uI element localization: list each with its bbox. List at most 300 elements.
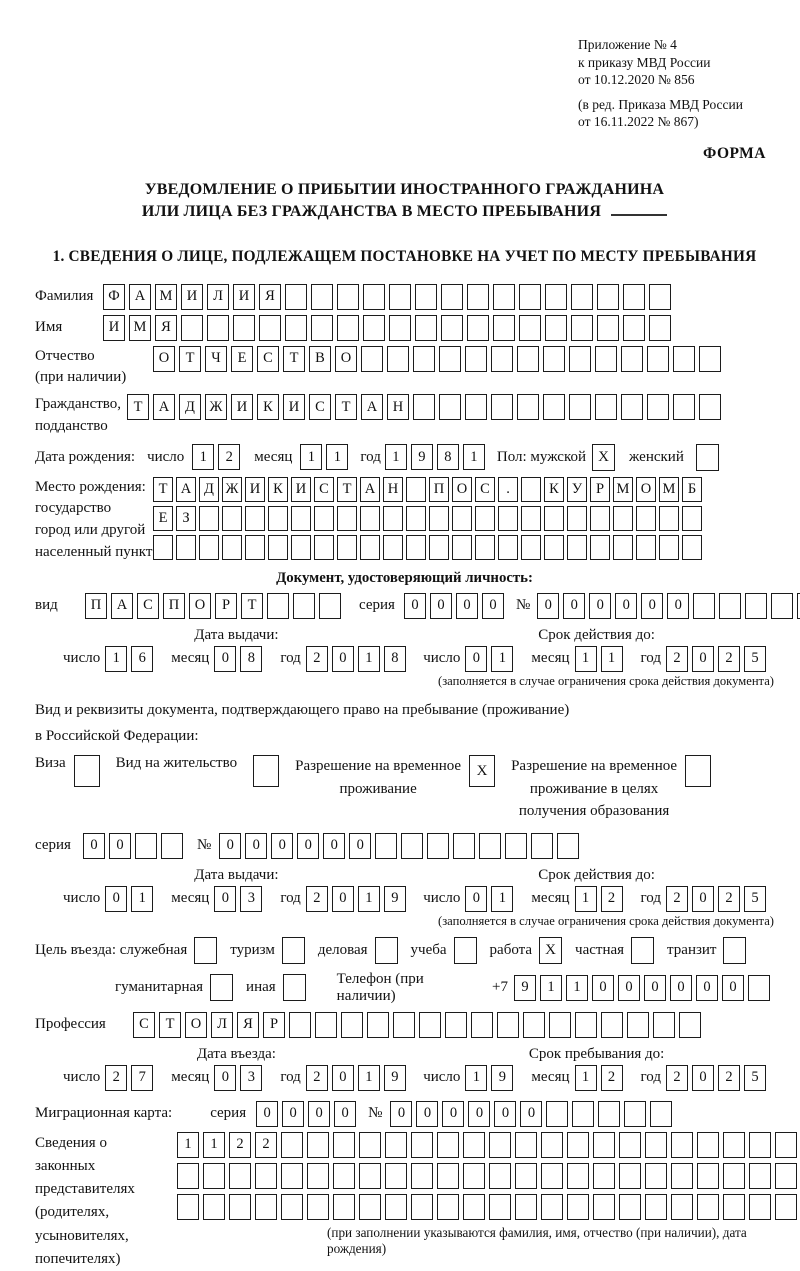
form-cell[interactable]: [531, 833, 553, 859]
form-cell[interactable]: 5: [744, 886, 766, 912]
form-cell[interactable]: М: [155, 284, 177, 310]
form-cell[interactable]: [719, 593, 741, 619]
form-cell[interactable]: [636, 506, 656, 531]
form-cell[interactable]: [289, 1012, 311, 1038]
form-cell[interactable]: [645, 1163, 667, 1189]
form-cell[interactable]: [445, 1012, 467, 1038]
form-cell[interactable]: [519, 315, 541, 341]
form-cell[interactable]: [359, 1194, 381, 1220]
form-cell[interactable]: Р: [263, 1012, 285, 1038]
form-cell[interactable]: Л: [211, 1012, 233, 1038]
form-cell[interactable]: [649, 284, 671, 310]
form-cell[interactable]: М: [129, 315, 151, 341]
form-cell[interactable]: [613, 506, 633, 531]
form-cell[interactable]: [439, 394, 461, 420]
form-cell[interactable]: [671, 1132, 693, 1158]
form-cell[interactable]: [222, 506, 242, 531]
purpose-transit-checkbox[interactable]: [723, 937, 746, 964]
form-cell[interactable]: [268, 506, 288, 531]
form-cell[interactable]: [546, 1101, 568, 1127]
form-cell[interactable]: 0: [245, 833, 267, 859]
form-cell[interactable]: [360, 535, 380, 560]
form-cell[interactable]: [775, 1132, 797, 1158]
form-cell[interactable]: [359, 1163, 381, 1189]
form-cell[interactable]: [699, 394, 721, 420]
form-cell[interactable]: Я: [237, 1012, 259, 1038]
form-cell[interactable]: [267, 593, 289, 619]
form-cell[interactable]: [613, 535, 633, 560]
form-cell[interactable]: [679, 1012, 701, 1038]
form-cell[interactable]: П: [85, 593, 107, 619]
form-cell[interactable]: [544, 506, 564, 531]
form-cell[interactable]: 1: [575, 886, 597, 912]
form-cell[interactable]: 0: [332, 1065, 354, 1091]
form-cell[interactable]: 2: [601, 886, 623, 912]
form-cell[interactable]: 0: [271, 833, 293, 859]
form-cell[interactable]: Т: [179, 346, 201, 372]
form-cell[interactable]: [623, 284, 645, 310]
form-cell[interactable]: О: [335, 346, 357, 372]
form-cell[interactable]: [595, 394, 617, 420]
form-cell[interactable]: [314, 535, 334, 560]
form-cell[interactable]: [203, 1163, 225, 1189]
form-cell[interactable]: [285, 315, 307, 341]
form-cell[interactable]: [645, 1194, 667, 1220]
form-cell[interactable]: А: [153, 394, 175, 420]
form-cell[interactable]: [307, 1132, 329, 1158]
form-cell[interactable]: [541, 1194, 563, 1220]
form-cell[interactable]: [748, 975, 770, 1001]
form-cell[interactable]: [521, 506, 541, 531]
form-cell[interactable]: 9: [491, 1065, 513, 1091]
form-cell[interactable]: О: [636, 477, 656, 502]
form-cell[interactable]: 1: [575, 646, 597, 672]
form-cell[interactable]: [647, 346, 669, 372]
form-cell[interactable]: [419, 1012, 441, 1038]
form-cell[interactable]: .: [498, 477, 518, 502]
form-cell[interactable]: 1: [566, 975, 588, 1001]
form-cell[interactable]: [697, 1194, 719, 1220]
form-cell[interactable]: [567, 1132, 589, 1158]
form-cell[interactable]: [671, 1163, 693, 1189]
form-cell[interactable]: 0: [308, 1101, 330, 1127]
form-cell[interactable]: 1: [491, 886, 513, 912]
form-cell[interactable]: [467, 315, 489, 341]
form-cell[interactable]: [337, 535, 357, 560]
form-cell[interactable]: А: [129, 284, 151, 310]
form-cell[interactable]: [203, 1194, 225, 1220]
form-cell[interactable]: М: [613, 477, 633, 502]
form-cell[interactable]: 1: [326, 444, 348, 470]
form-cell[interactable]: [593, 1194, 615, 1220]
form-cell[interactable]: [255, 1163, 277, 1189]
form-cell[interactable]: [627, 1012, 649, 1038]
form-cell[interactable]: 0: [667, 593, 689, 619]
form-cell[interactable]: [598, 1101, 620, 1127]
form-cell[interactable]: 0: [282, 1101, 304, 1127]
form-cell[interactable]: [723, 1163, 745, 1189]
residence-permit-checkbox[interactable]: [253, 755, 279, 787]
form-cell[interactable]: [521, 477, 541, 502]
form-cell[interactable]: С: [314, 477, 334, 502]
form-cell[interactable]: 0: [323, 833, 345, 859]
form-cell[interactable]: И: [283, 394, 305, 420]
form-cell[interactable]: [291, 535, 311, 560]
form-cell[interactable]: Я: [155, 315, 177, 341]
form-cell[interactable]: Р: [590, 477, 610, 502]
purpose-official-checkbox[interactable]: [194, 937, 217, 964]
form-cell[interactable]: [245, 506, 265, 531]
form-cell[interactable]: 8: [240, 646, 262, 672]
form-cell[interactable]: М: [659, 477, 679, 502]
form-cell[interactable]: [543, 346, 565, 372]
form-cell[interactable]: 1: [385, 444, 407, 470]
purpose-other-checkbox[interactable]: [283, 974, 306, 1001]
form-cell[interactable]: 0: [349, 833, 371, 859]
form-cell[interactable]: [489, 1132, 511, 1158]
form-cell[interactable]: 6: [131, 646, 153, 672]
form-cell[interactable]: [745, 593, 767, 619]
form-cell[interactable]: [411, 1194, 433, 1220]
form-cell[interactable]: [222, 535, 242, 560]
form-cell[interactable]: [281, 1194, 303, 1220]
form-cell[interactable]: [429, 535, 449, 560]
form-cell[interactable]: [597, 284, 619, 310]
form-cell[interactable]: 2: [718, 1065, 740, 1091]
form-cell[interactable]: [463, 1132, 485, 1158]
form-cell[interactable]: 0: [404, 593, 426, 619]
form-cell[interactable]: [467, 284, 489, 310]
purpose-work-checkbox[interactable]: X: [539, 937, 562, 964]
form-cell[interactable]: [771, 593, 793, 619]
form-cell[interactable]: [177, 1163, 199, 1189]
form-cell[interactable]: [693, 593, 715, 619]
form-cell[interactable]: [541, 1163, 563, 1189]
form-cell[interactable]: [307, 1194, 329, 1220]
form-cell[interactable]: [623, 315, 645, 341]
form-cell[interactable]: [659, 506, 679, 531]
form-cell[interactable]: 0: [297, 833, 319, 859]
edu-residence-permit-checkbox[interactable]: [685, 755, 711, 787]
form-cell[interactable]: С: [309, 394, 331, 420]
form-cell[interactable]: [636, 535, 656, 560]
form-cell[interactable]: И: [291, 477, 311, 502]
form-cell[interactable]: [393, 1012, 415, 1038]
form-cell[interactable]: [571, 315, 593, 341]
form-cell[interactable]: [465, 346, 487, 372]
form-cell[interactable]: [521, 535, 541, 560]
form-cell[interactable]: 0: [494, 1101, 516, 1127]
form-cell[interactable]: [749, 1194, 771, 1220]
form-cell[interactable]: [161, 833, 183, 859]
form-cell[interactable]: 1: [463, 444, 485, 470]
purpose-tourism-checkbox[interactable]: [282, 937, 305, 964]
form-cell[interactable]: П: [163, 593, 185, 619]
form-cell[interactable]: 0: [456, 593, 478, 619]
form-cell[interactable]: [682, 506, 702, 531]
form-cell[interactable]: 1: [105, 646, 127, 672]
form-cell[interactable]: О: [452, 477, 472, 502]
form-cell[interactable]: Т: [335, 394, 357, 420]
form-cell[interactable]: И: [231, 394, 253, 420]
form-cell[interactable]: [515, 1163, 537, 1189]
form-cell[interactable]: 0: [214, 646, 236, 672]
form-cell[interactable]: 8: [437, 444, 459, 470]
form-cell[interactable]: [177, 1194, 199, 1220]
form-cell[interactable]: К: [544, 477, 564, 502]
form-cell[interactable]: [229, 1194, 251, 1220]
form-cell[interactable]: 1: [300, 444, 322, 470]
form-cell[interactable]: 9: [384, 1065, 406, 1091]
form-cell[interactable]: 0: [692, 646, 714, 672]
form-cell[interactable]: 5: [744, 1065, 766, 1091]
form-cell[interactable]: 1: [192, 444, 214, 470]
form-cell[interactable]: [311, 315, 333, 341]
form-cell[interactable]: [401, 833, 423, 859]
form-cell[interactable]: 3: [240, 886, 262, 912]
form-cell[interactable]: [493, 284, 515, 310]
form-cell[interactable]: А: [111, 593, 133, 619]
form-cell[interactable]: [360, 506, 380, 531]
form-cell[interactable]: [383, 535, 403, 560]
form-cell[interactable]: [557, 833, 579, 859]
form-cell[interactable]: С: [137, 593, 159, 619]
form-cell[interactable]: Т: [283, 346, 305, 372]
form-cell[interactable]: 0: [722, 975, 744, 1001]
form-cell[interactable]: 1: [575, 1065, 597, 1091]
form-cell[interactable]: Н: [383, 477, 403, 502]
form-cell[interactable]: 0: [109, 833, 131, 859]
form-cell[interactable]: 1: [540, 975, 562, 1001]
form-cell[interactable]: [337, 315, 359, 341]
form-cell[interactable]: [465, 394, 487, 420]
form-cell[interactable]: [471, 1012, 493, 1038]
form-cell[interactable]: Е: [153, 506, 173, 531]
form-cell[interactable]: А: [176, 477, 196, 502]
form-cell[interactable]: К: [257, 394, 279, 420]
form-cell[interactable]: [682, 535, 702, 560]
form-cell[interactable]: О: [185, 1012, 207, 1038]
form-cell[interactable]: [775, 1163, 797, 1189]
form-cell[interactable]: [489, 1163, 511, 1189]
form-cell[interactable]: [285, 284, 307, 310]
form-cell[interactable]: [498, 535, 518, 560]
form-cell[interactable]: [549, 1012, 571, 1038]
form-cell[interactable]: [645, 1132, 667, 1158]
form-cell[interactable]: Ч: [205, 346, 227, 372]
form-cell[interactable]: Л: [207, 284, 229, 310]
form-cell[interactable]: [479, 833, 501, 859]
form-cell[interactable]: [359, 1132, 381, 1158]
form-cell[interactable]: 1: [177, 1132, 199, 1158]
form-cell[interactable]: [597, 315, 619, 341]
form-cell[interactable]: 0: [334, 1101, 356, 1127]
form-cell[interactable]: [255, 1194, 277, 1220]
form-cell[interactable]: [439, 346, 461, 372]
form-cell[interactable]: 0: [416, 1101, 438, 1127]
form-cell[interactable]: 9: [514, 975, 536, 1001]
form-cell[interactable]: 0: [465, 886, 487, 912]
form-cell[interactable]: [571, 284, 593, 310]
form-cell[interactable]: 1: [358, 886, 380, 912]
form-cell[interactable]: [367, 1012, 389, 1038]
form-cell[interactable]: Р: [215, 593, 237, 619]
form-cell[interactable]: 1: [491, 646, 513, 672]
form-cell[interactable]: [593, 1163, 615, 1189]
form-cell[interactable]: [281, 1132, 303, 1158]
form-cell[interactable]: И: [103, 315, 125, 341]
form-cell[interactable]: [181, 315, 203, 341]
form-cell[interactable]: 1: [358, 1065, 380, 1091]
form-cell[interactable]: [389, 315, 411, 341]
form-cell[interactable]: 2: [105, 1065, 127, 1091]
form-cell[interactable]: [268, 535, 288, 560]
form-cell[interactable]: [567, 535, 587, 560]
form-cell[interactable]: [569, 394, 591, 420]
form-cell[interactable]: [411, 1163, 433, 1189]
form-cell[interactable]: [337, 506, 357, 531]
form-cell[interactable]: С: [475, 477, 495, 502]
form-cell[interactable]: Д: [179, 394, 201, 420]
form-cell[interactable]: О: [153, 346, 175, 372]
form-cell[interactable]: [387, 346, 409, 372]
form-cell[interactable]: [671, 1194, 693, 1220]
form-cell[interactable]: [361, 346, 383, 372]
form-cell[interactable]: Б: [682, 477, 702, 502]
form-cell[interactable]: 0: [430, 593, 452, 619]
form-cell[interactable]: [697, 1132, 719, 1158]
form-cell[interactable]: [319, 593, 341, 619]
form-cell[interactable]: [497, 1012, 519, 1038]
form-cell[interactable]: [493, 315, 515, 341]
form-cell[interactable]: В: [309, 346, 331, 372]
form-cell[interactable]: [545, 315, 567, 341]
form-cell[interactable]: Ф: [103, 284, 125, 310]
form-cell[interactable]: [590, 535, 610, 560]
form-cell[interactable]: [233, 315, 255, 341]
form-cell[interactable]: [389, 284, 411, 310]
form-cell[interactable]: Я: [259, 284, 281, 310]
form-cell[interactable]: 0: [696, 975, 718, 1001]
form-cell[interactable]: [153, 535, 173, 560]
form-cell[interactable]: 2: [666, 886, 688, 912]
form-cell[interactable]: [176, 535, 196, 560]
form-cell[interactable]: [333, 1163, 355, 1189]
temp-residence-permit-checkbox[interactable]: X: [469, 755, 495, 787]
form-cell[interactable]: [463, 1194, 485, 1220]
form-cell[interactable]: [621, 394, 643, 420]
form-cell[interactable]: 0: [563, 593, 585, 619]
form-cell[interactable]: У: [567, 477, 587, 502]
form-cell[interactable]: И: [245, 477, 265, 502]
form-cell[interactable]: 2: [718, 886, 740, 912]
form-cell[interactable]: 0: [615, 593, 637, 619]
form-cell[interactable]: [311, 284, 333, 310]
form-cell[interactable]: С: [257, 346, 279, 372]
form-cell[interactable]: [281, 1163, 303, 1189]
form-cell[interactable]: [429, 506, 449, 531]
form-cell[interactable]: [519, 284, 541, 310]
form-cell[interactable]: [453, 833, 475, 859]
form-cell[interactable]: [315, 1012, 337, 1038]
form-cell[interactable]: Д: [199, 477, 219, 502]
form-cell[interactable]: 0: [589, 593, 611, 619]
form-cell[interactable]: [437, 1194, 459, 1220]
form-cell[interactable]: 0: [482, 593, 504, 619]
sex-female-checkbox[interactable]: [696, 444, 719, 471]
form-cell[interactable]: [572, 1101, 594, 1127]
form-cell[interactable]: [229, 1163, 251, 1189]
form-cell[interactable]: [307, 1163, 329, 1189]
form-cell[interactable]: [314, 506, 334, 531]
form-cell[interactable]: [437, 1163, 459, 1189]
form-cell[interactable]: [567, 1163, 589, 1189]
form-cell[interactable]: [775, 1194, 797, 1220]
form-cell[interactable]: Ж: [222, 477, 242, 502]
form-cell[interactable]: К: [268, 477, 288, 502]
form-cell[interactable]: 0: [214, 1065, 236, 1091]
form-cell[interactable]: [259, 315, 281, 341]
form-cell[interactable]: Т: [159, 1012, 181, 1038]
form-cell[interactable]: [199, 535, 219, 560]
form-cell[interactable]: [619, 1132, 641, 1158]
form-cell[interactable]: И: [181, 284, 203, 310]
form-cell[interactable]: [413, 394, 435, 420]
visa-checkbox[interactable]: [74, 755, 100, 787]
form-cell[interactable]: 3: [240, 1065, 262, 1091]
form-cell[interactable]: [567, 1194, 589, 1220]
form-cell[interactable]: [363, 315, 385, 341]
form-cell[interactable]: [621, 346, 643, 372]
form-cell[interactable]: [375, 833, 397, 859]
form-cell[interactable]: 7: [131, 1065, 153, 1091]
form-cell[interactable]: [489, 1194, 511, 1220]
form-cell[interactable]: [406, 477, 426, 502]
form-cell[interactable]: [659, 535, 679, 560]
form-cell[interactable]: С: [133, 1012, 155, 1038]
form-cell[interactable]: 0: [332, 886, 354, 912]
form-cell[interactable]: 2: [218, 444, 240, 470]
sex-male-checkbox[interactable]: X: [592, 444, 615, 471]
form-cell[interactable]: 0: [442, 1101, 464, 1127]
form-cell[interactable]: [475, 506, 495, 531]
purpose-humanitarian-checkbox[interactable]: [210, 974, 233, 1001]
form-cell[interactable]: [517, 394, 539, 420]
form-cell[interactable]: [567, 506, 587, 531]
form-cell[interactable]: 0: [83, 833, 105, 859]
form-cell[interactable]: 0: [105, 886, 127, 912]
form-cell[interactable]: 0: [644, 975, 666, 1001]
form-cell[interactable]: [245, 535, 265, 560]
form-cell[interactable]: [406, 506, 426, 531]
form-cell[interactable]: П: [429, 477, 449, 502]
form-cell[interactable]: 9: [411, 444, 433, 470]
form-cell[interactable]: [293, 593, 315, 619]
form-cell[interactable]: А: [360, 477, 380, 502]
form-cell[interactable]: 0: [219, 833, 241, 859]
form-cell[interactable]: 0: [256, 1101, 278, 1127]
form-cell[interactable]: [541, 1132, 563, 1158]
form-cell[interactable]: [385, 1132, 407, 1158]
form-cell[interactable]: 0: [468, 1101, 490, 1127]
form-cell[interactable]: 0: [692, 886, 714, 912]
form-cell[interactable]: [593, 1132, 615, 1158]
form-cell[interactable]: 2: [718, 646, 740, 672]
form-cell[interactable]: [498, 506, 518, 531]
form-cell[interactable]: [647, 394, 669, 420]
form-cell[interactable]: 2: [255, 1132, 277, 1158]
form-cell[interactable]: [441, 284, 463, 310]
